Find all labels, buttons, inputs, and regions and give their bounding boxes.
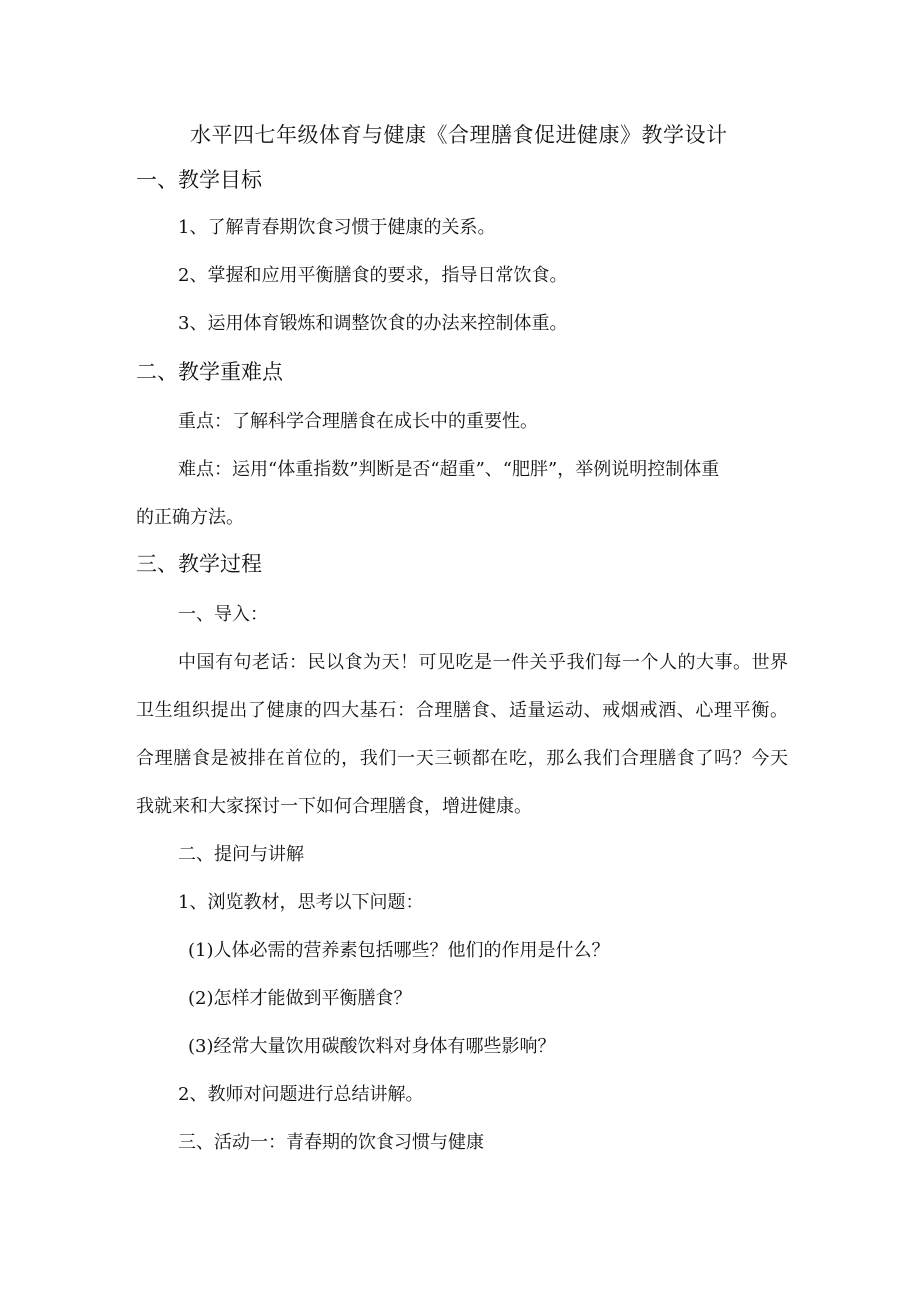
difficult-point-line-2: 的正确方法。 — [136, 507, 244, 528]
objective-item-2: 2、掌握和应用平衡膳食的要求，指导日常饮食。 — [178, 265, 568, 286]
intro-paragraph-line-2: 卫生组织提出了健康的四大基石：合理膳食、适量运动、戒烟戒酒、心理平衡。 — [136, 700, 788, 721]
objective-item-1: 1、了解青春期饮食习惯于健康的关系。 — [178, 217, 496, 238]
key-point: 重点：了解科学合理膳食在成长中的重要性。 — [178, 411, 538, 432]
section-heading-objectives: 一、教学目标 — [136, 168, 262, 192]
difficult-point-line-1: 难点：运用“体重指数”判断是否“超重”、“肥胖”，举例说明控制体重 — [178, 459, 720, 480]
qa-heading: 二、提问与讲解 — [178, 844, 304, 865]
intro-paragraph-line-4: 我就来和大家探讨一下如何合理膳食，增进健康。 — [136, 796, 532, 817]
activity-heading: 三、活动一：青春期的饮食习惯与健康 — [178, 1132, 484, 1153]
question-3: (3)经常大量饮用碳酸饮料对身体有哪些影响？ — [188, 1036, 556, 1057]
qa-item-2: 2、教师对问题进行总结讲解。 — [178, 1084, 424, 1105]
intro-paragraph-line-1: 中国有句老话：民以食为天！可见吃是一件关乎我们每一个人的大事。世界 — [178, 652, 788, 673]
intro-heading: 一、导入： — [178, 604, 268, 625]
section-heading-process: 三、教学过程 — [136, 552, 262, 576]
question-1: (1)人体必需的营养素包括哪些？他们的作用是什么？ — [188, 940, 610, 961]
objective-item-3: 3、运用体育锻炼和调整饮食的办法来控制体重。 — [178, 313, 568, 334]
section-heading-key-difficult: 二、教学重难点 — [136, 360, 283, 384]
question-2: (2)怎样才能做到平衡膳食？ — [188, 988, 412, 1009]
document-title: 水平四七年级体育与健康《合理膳食促进健康》教学设计 — [190, 123, 728, 147]
qa-item-1: 1、浏览教材，思考以下问题： — [178, 892, 424, 913]
intro-paragraph-line-3: 合理膳食是被排在首位的，我们一天三顿都在吃，那么我们合理膳食了吗？今天 — [136, 748, 788, 769]
